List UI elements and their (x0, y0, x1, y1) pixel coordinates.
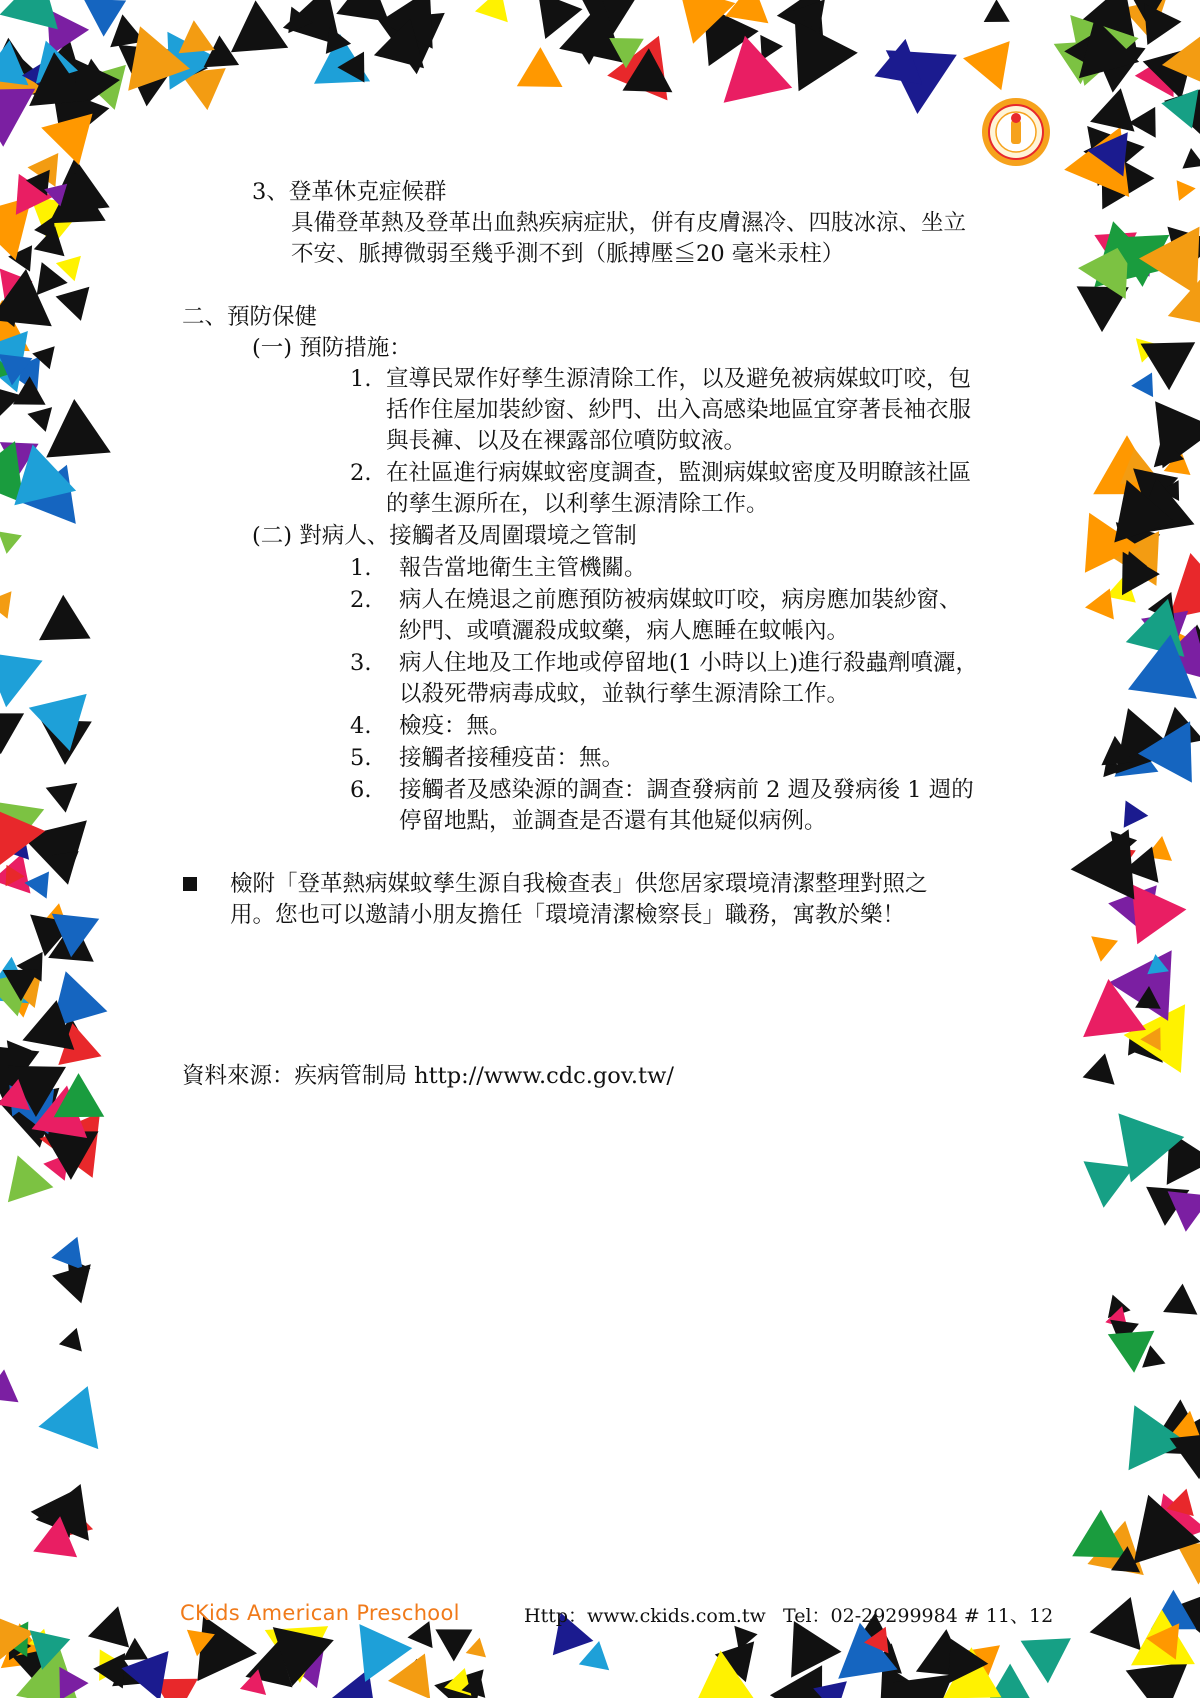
source-citation: 資料來源：疾病管制局 http://www.cdc.gov.tw/ (182, 1063, 674, 1089)
list-item-number: 2. (350, 460, 372, 486)
list-item-line: 的孳生源所在，以利孳生源清除工作。 (386, 491, 769, 517)
list-item-line: 病人在燒退之前應預防被病媒蚊叮咬，病房應加裝紗窗、 (399, 587, 962, 613)
school-seal-logo (980, 96, 1052, 168)
list-item-number: 1. (350, 366, 372, 392)
note-line: 檢附「登革熱病媒蚊孳生源自我檢查表」供您居家環境清潔整理對照之 (230, 871, 928, 897)
list-item-line: 在社區進行病媒蚊密度調查，監測病媒蚊密度及明瞭該社區 (386, 460, 972, 486)
list-item-line: 病人住地及工作地或停留地(1 小時以上)進行殺蟲劑噴灑， (399, 650, 979, 676)
list-item-line: 接觸者接種疫苗：無。 (399, 745, 625, 771)
section-heading-dengue-shock: 3、登革休克症候群 (252, 179, 447, 205)
list-item-line: 檢疫：無。 (399, 713, 512, 739)
subheading-prevention-measures: (一) 預防措施： (252, 335, 412, 361)
note-line: 用。您也可以邀請小朋友擔任「環境清潔檢察長」職務，寓教於樂！ (230, 902, 906, 928)
list-item-line: 括作住屋加裝紗窗、紗門、出入高感染地區宜穿著長袖衣服 (386, 397, 972, 423)
list-item-number: 5. (350, 745, 372, 771)
list-item-line: 以殺死帶病毒成蚊，並執行孳生源清除工作。 (399, 681, 850, 707)
list-item-number: 6. (350, 777, 372, 803)
list-item-number: 2. (350, 587, 372, 613)
paragraph-line: 不安、脈搏微弱至幾乎測不到（脈搏壓≦20 毫米汞柱） (291, 241, 845, 267)
square-bullet-icon (183, 877, 197, 891)
section-heading-prevention: 二、預防保健 (182, 304, 318, 330)
footer-brand-name: CKids American Preschool (180, 1601, 460, 1625)
list-item-line: 停留地點，並調查是否還有其他疑似病例。 (399, 808, 827, 834)
list-item-number: 3. (350, 650, 372, 676)
subheading-patient-control: (二) 對病人、接觸者及周圍環境之管制 (252, 523, 637, 549)
paragraph-line: 具備登革熱及登革出血熱疾病症狀，併有皮膚濕冷、四肢冰涼、坐立 (291, 210, 967, 236)
footer-telephone: Tel：02-29299984 # 11、12 (783, 1605, 1054, 1627)
list-item-line: 與長褲、以及在裸露部位噴防蚊液。 (386, 428, 747, 454)
footer-website: Http：www.ckids.com.tw (524, 1605, 766, 1627)
list-item-number: 1. (350, 555, 372, 581)
list-item-line: 報告當地衛生主管機關。 (399, 555, 647, 581)
list-item-line: 接觸者及感染源的調查：調查發病前 2 週及發病後 1 週的 (399, 777, 974, 803)
list-item-number: 4. (350, 713, 372, 739)
list-item-line: 宣導民眾作好孳生源清除工作，以及避免被病媒蚊叮咬，包 (386, 366, 972, 392)
list-item-line: 紗門、或噴灑殺成蚊藥，病人應睡在蚊帳內。 (399, 618, 850, 644)
